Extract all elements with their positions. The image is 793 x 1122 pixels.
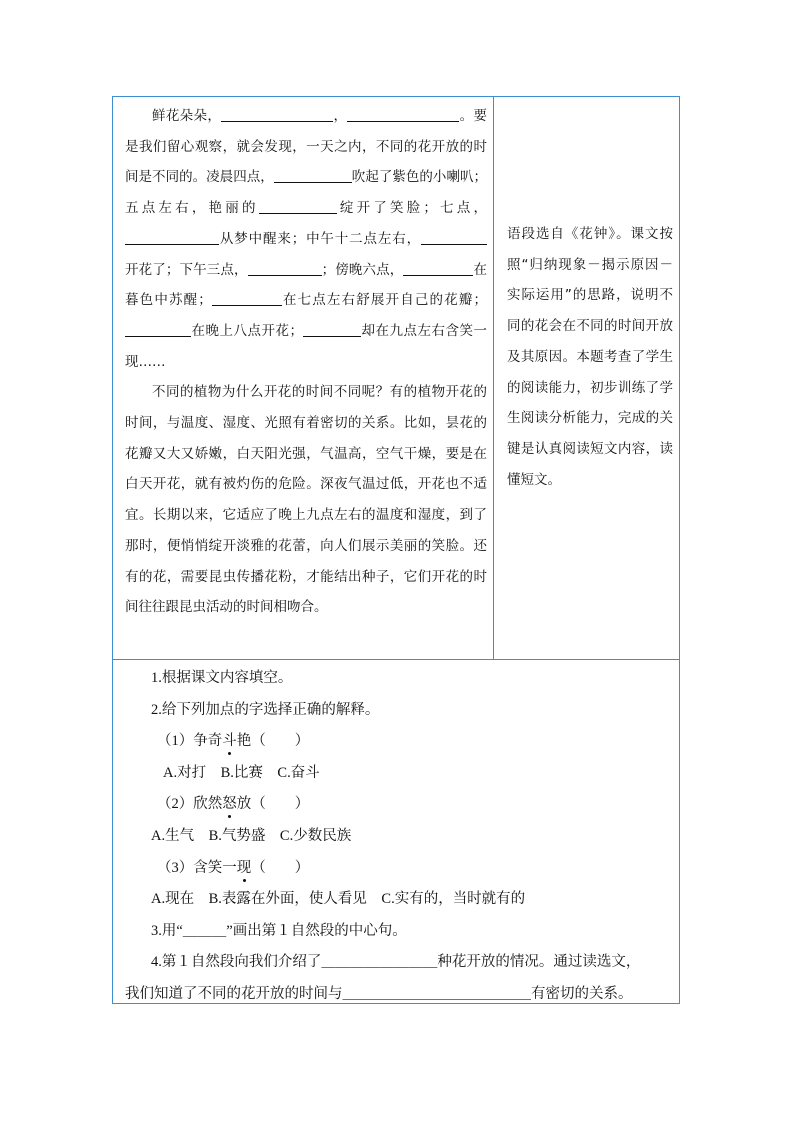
question-4: 4.第１自然段向我们介绍了＿＿＿＿＿＿＿＿种花开放的情况。通过读选文， [151,954,641,971]
sub-question-1-options: A.对打 B.比赛 C.奋斗 [163,764,320,781]
dotted-character: 斗 [222,733,237,750]
dotted-character: 现 [236,859,252,876]
sub-question-2: （2）欣然怒放（ ） [157,796,310,813]
fill-blank[interactable] [274,167,352,183]
column-divider [493,97,494,659]
passage-paragraph-2: 不同的植物为什么开花的时间不同呢？有的植物开花的时间，与温度、湿度、光照有着密切的关系。比如，昙花的花瓣又大又娇嫩，白天阳光强，气温高，空气干燥，要是在白天开花，就有被灼伤的危险。深夜气温过低，开花也不适宜。长期以来，它适应了晚上九点左右的温度和湿度，到了那时，便悄悄绽开淡雅的花蕾，向人们展示美丽的笑脸。还有的花，需要昆虫传播花粉，才能结出种子，它们开花的时间往往跟昆虫活动的时间相吻合。 [125,384,487,616]
question-3: 3.用“＿＿＿”画出第１自然段的中心句。 [151,922,407,939]
exercise-table [112,96,680,1004]
fill-blank[interactable]: ＿＿＿＿＿＿＿＿ [321,954,438,971]
reading-passage [125,101,487,623]
fill-blank[interactable] [248,260,322,276]
question-4-continued: 我们知道了不同的花开放的时间与＿＿＿＿＿＿＿＿＿＿＿＿＿有密切的关系。 [125,985,633,1002]
sub-question-1: （1）争奇斗艳（ ） [157,733,310,750]
fill-blank[interactable] [125,321,191,337]
passage-paragraph-1: 鲜花朵朵， ， 。要是我们留心观察，就会发现，一天之内，不同的花开放的时间是不同的。凌晨四点， 吹起了紫色的小喇叭；五点左右，艳丽的 绽开了笑脸；七点，从梦中醒来；中午十二点左右，开花了；下午三点， ；傍晚六点， 在暮色中苏醒； 在七点左右舒展开自己的花瓣；在晚上八点开花； 却在九点左右含笑一现…… [125,108,488,370]
question-2: 2.给下列加点的字选择正确的解释。 [151,701,380,718]
analysis-note: 语段选自《花钟》。课文按照“归纳现象－揭示原因－实际运用”的思路，说明不同的花会在不同的时间开放及其原因。本题考查了学生的阅读能力，初步训练了学生阅读分析能力，完成的关键是认真阅读短文内容，读懂短文。 [507,226,673,488]
fill-blank[interactable] [421,229,487,245]
question-1: 1.根据课文内容填空。 [151,670,293,686]
fill-blank[interactable] [347,106,459,122]
fill-blank[interactable]: ＿＿＿＿＿＿＿＿＿＿＿＿＿ [342,985,531,1002]
fill-blank[interactable] [259,198,337,214]
sub-question-3-options: A.现在 B.表露在外面，使人看见 C.实有的，当时就有的 [151,891,526,908]
sub-question-2-options: A.生气 B.气势盛 C.少数民族 [151,827,352,844]
questions-section [119,663,677,1011]
fill-blank[interactable] [125,229,219,245]
fill-blank[interactable] [221,106,333,122]
sub-question-3: （3）含笑一现（ ） [157,859,310,876]
fill-blank[interactable] [403,260,473,276]
fill-blank[interactable] [303,321,361,337]
row-divider [113,659,679,660]
fill-blank[interactable] [212,290,282,306]
dotted-character: 怒 [222,796,237,813]
